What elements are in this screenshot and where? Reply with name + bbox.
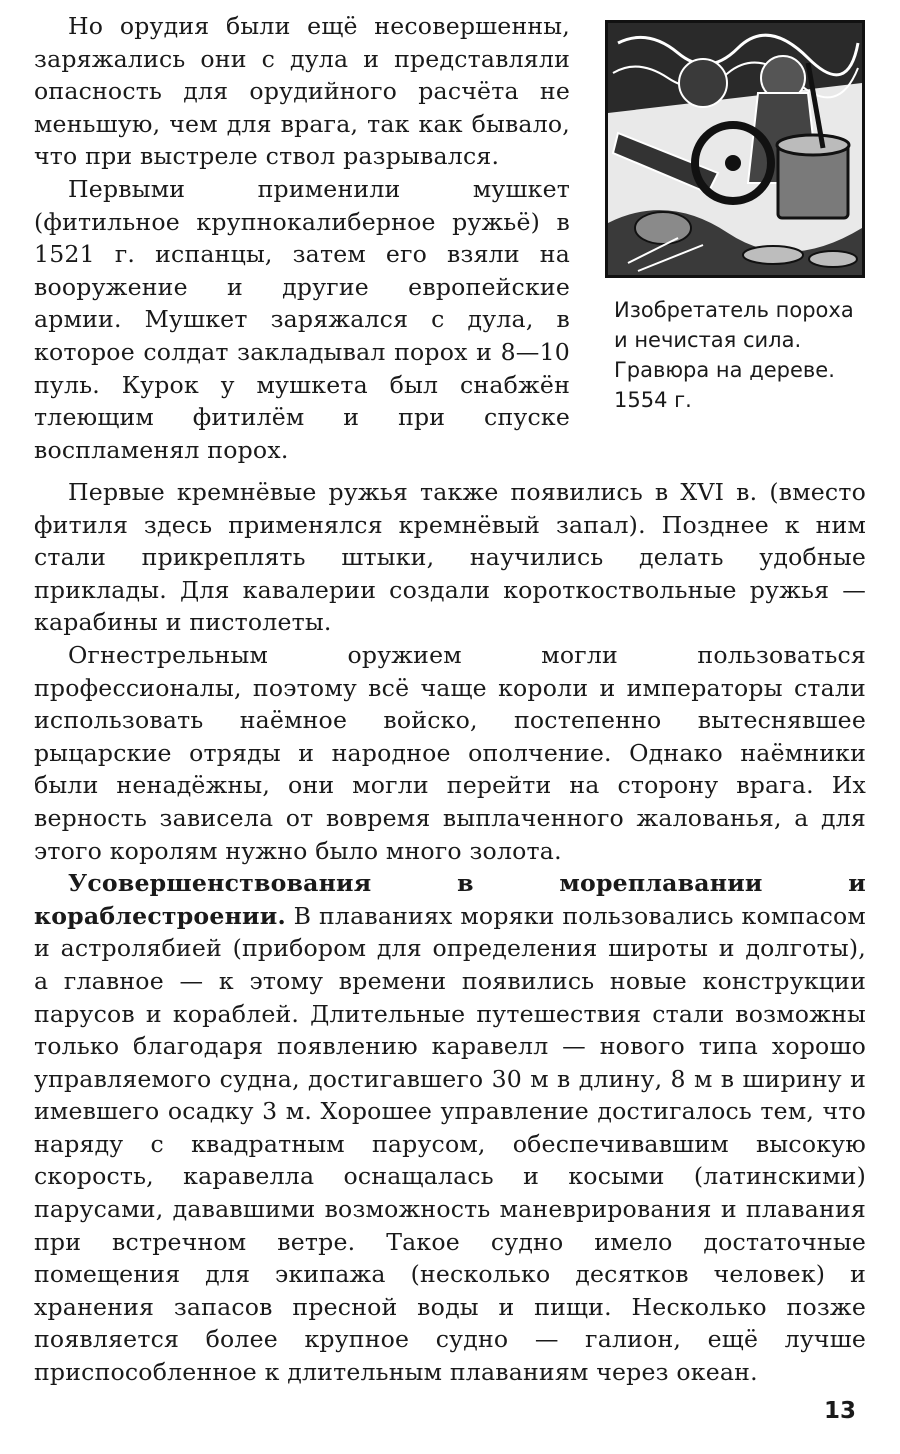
section-heading-navigation: Усовершенствования в мореплавании и кораблестроении. xyxy=(34,869,866,930)
page-number: 13 xyxy=(823,1398,856,1424)
text-column-left xyxy=(34,10,570,466)
paragraph-flintlock: Первые кремнёвые ружья также появились в XVI в. (вместо фитиля здесь применялся кремнёвый запал). Позднее к ним стали прикреплять штыки, научились делать удобные приклады. Для кавалерии создали короткоствольные ружья — карабины и пистолеты. xyxy=(34,478,866,637)
paragraph-navigation-body: В плаваниях моряки пользовались компасом и астролябией (прибором для определения широты и долготы), а главное — к этому времени появились новые конструкции парусов и кораблей. Длительные путешествия стали возможны только благодаря появлению каравелл — нового типа хорошо управляемого судна, достигавшего 30 м в длину, 8 м в ширину и имевшего осадку 3 м. Хорошее управление достигалось тем, что наряду с квадратным парусом, обеспечивавшим высокую скорость, каравелла оснащалась и косыми (латинскими) парусами, дававшими возможность маневрирования и плавания при встречном ветре. Такое судно имело достаточные помещения для экипажа (несколько десятков человек) и хранения запасов пресной воды и пищи. Несколько позже появляется более крупное судно — галион, ещё лучше приспособленное к длительным плаваниям через океан. xyxy=(34,901,866,1387)
paragraph-cannons: Но орудия были ещё несовершенны, заряжались они с дула и представляли опасность для орудийного расчёта не меньшую, чем для врага, так как бывало, что при выстреле ствол разрывался. xyxy=(34,12,570,171)
paragraph-mercenaries: Огнестрельным оружием могли пользоваться профессионалы, поэтому всё чаще короли и императоры стали использовать наёмное войско, постепенно вытеснявшее рыцарские отряды и народное ополчение. Однако наёмники были ненадёжны, они могли перейти на сторону врага. Их верность зависела от вовремя выплаченного жалованья, а для этого королям нужно было много золота. xyxy=(34,640,866,865)
woodcut-illustration xyxy=(605,20,865,278)
text-column-full xyxy=(34,476,866,1389)
figure-caption: Изобретатель пороха и нечистая сила. Гравюра на дереве. 1554 г. xyxy=(614,298,854,412)
paragraph-musket: Первыми применили мушкет (фитильное крупнокалиберное ружьё) в 1521 г. испанцы, затем его взяли на вооружение и другие европейские армии. Мушкет заряжался с дула, в которое солдат закладывал порох и 8—10 пуль. Курок у мушкета был снабжён тлеющим фитилём и при спуске воспламенял порох. xyxy=(34,174,570,464)
woodcut-image xyxy=(608,23,862,275)
paragraph-navigation xyxy=(34,867,866,1389)
